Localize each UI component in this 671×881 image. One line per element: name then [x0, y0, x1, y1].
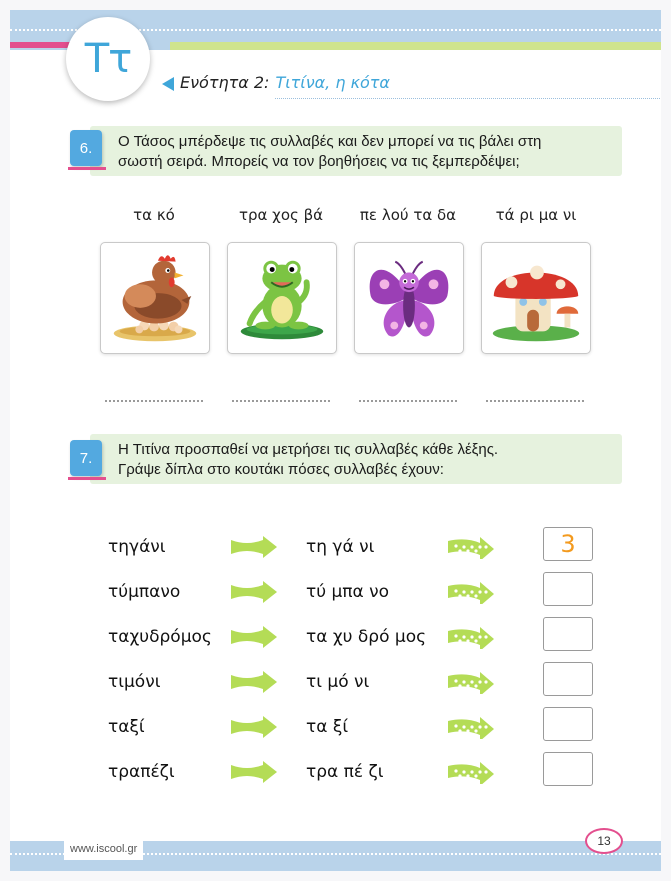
split-2: τύ μπα νο [306, 582, 390, 602]
word-2: τύμπανο [108, 582, 181, 602]
arrow-right-icon [231, 581, 279, 603]
answer-line-3[interactable] [359, 400, 457, 402]
header-pink-strip [10, 42, 70, 48]
answer-box-2[interactable] [543, 572, 593, 606]
answer-box-6[interactable] [543, 752, 593, 786]
unit-heading [180, 73, 390, 92]
arrow-right-icon [231, 626, 279, 648]
answer-box-1[interactable]: 3 [543, 527, 593, 561]
butterfly-picture [354, 242, 464, 354]
answer-line-1[interactable] [105, 400, 203, 402]
unit-label: Ενότητα 2: [180, 73, 270, 92]
mushroom-house-picture [481, 242, 591, 354]
exercise7-instruction-line1: Η Τιτίνα προσπαθεί να μετρήσει τις συλλαβές κάθε λέξης. [118, 441, 499, 458]
exercise7-number: 7. [70, 440, 102, 476]
butterfly-icon [355, 243, 463, 353]
arrow-right-icon [231, 716, 279, 738]
exercise6-instruction [90, 126, 622, 176]
answer-box-5[interactable] [543, 707, 593, 741]
exercise6-number-underline [68, 167, 106, 170]
frog-icon [228, 243, 336, 353]
answer-line-4[interactable] [486, 400, 584, 402]
word-6: τραπέζι [108, 762, 175, 782]
unit-underline [275, 98, 660, 99]
mushroom-house-icon [482, 243, 590, 353]
arrow-right-icon [231, 536, 279, 558]
footer-url[interactable]: www.iscool.gr [64, 838, 143, 860]
dotted-arrow-icon [448, 580, 496, 604]
exercise7-instruction-line2: Γράψε δίπλα στο κουτάκι πόσες συλλαβές έχουν: [118, 461, 444, 478]
word-1: τηγάνι [108, 537, 166, 557]
split-6: τρα πέ ζι [306, 762, 384, 782]
frog-picture [227, 242, 337, 354]
letter-badge: Ττ [66, 17, 150, 101]
split-4: τι μό νι [306, 672, 370, 692]
dotted-arrow-icon [448, 760, 496, 784]
dotted-arrow-icon [448, 670, 496, 694]
exercise6-instruction-line1: Ο Τάσος μπέρδεψε τις συλλαβές και δεν μπορεί να τις βάλει στη [118, 133, 542, 150]
arrow-right-icon [231, 671, 279, 693]
split-3: τα χυ δρό μος [306, 627, 427, 647]
exercise6-number: 6. [70, 130, 102, 166]
syllables-hen: τα κό [133, 206, 175, 224]
page-number: 13 [585, 828, 623, 854]
exercise7-instruction [90, 434, 622, 484]
hen-picture [100, 242, 210, 354]
unit-title: Τιτίνα, η κότα [275, 73, 390, 92]
hen-icon [101, 243, 209, 353]
split-1: τη γά νι [306, 537, 375, 557]
exercise6-instruction-line2: σωστή σειρά. Μπορείς να τον βοηθήσεις να τις ξεμπερδέψει; [118, 153, 520, 170]
word-4: τιμόνι [108, 672, 161, 692]
word-5: ταξί [108, 717, 145, 737]
arrow-right-icon [231, 761, 279, 783]
answer-box-4[interactable] [543, 662, 593, 696]
split-5: τα ξί [306, 717, 349, 737]
answer-box-3[interactable] [543, 617, 593, 651]
syllables-mushroom: τά ρι μα νι [495, 206, 577, 224]
answer-line-2[interactable] [232, 400, 330, 402]
word-3: ταχυδρόμος [108, 627, 212, 647]
syllables-frog: τρα χος βά [238, 206, 324, 224]
header-green-strip [170, 42, 661, 50]
syllables-butterfly: πε λού τα δα [359, 206, 457, 224]
unit-arrow-icon [162, 77, 174, 91]
exercise7-number-underline [68, 477, 106, 480]
dotted-arrow-icon [448, 625, 496, 649]
dotted-arrow-icon [448, 535, 496, 559]
dotted-arrow-icon [448, 715, 496, 739]
